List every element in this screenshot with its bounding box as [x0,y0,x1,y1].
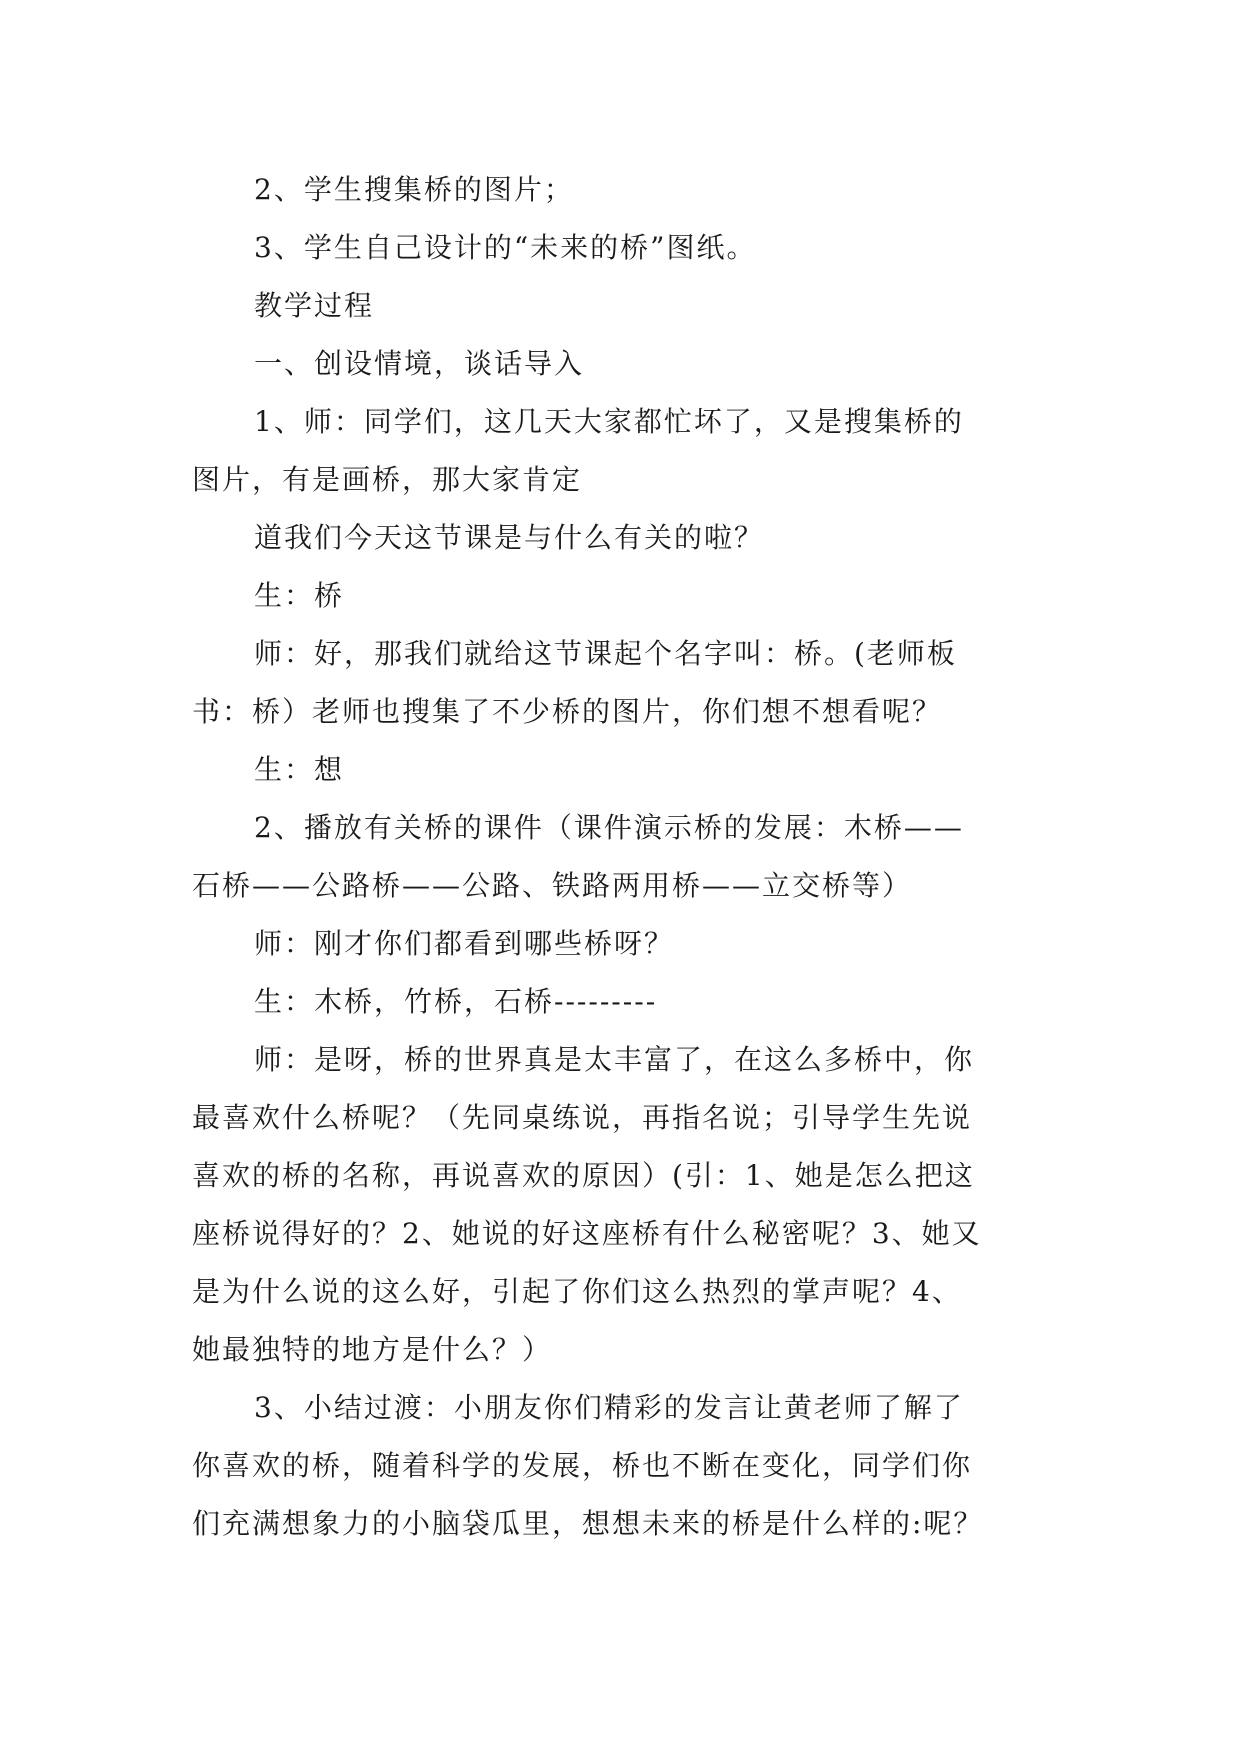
text-line: 座桥说得好的？2、她说的好这座桥有什么秘密呢？3、她又 [192,1217,982,1250]
text-line: 最喜欢什么桥呢？（先同桌练说，再指名说；引导学生先说 [192,1101,973,1134]
text-line: 师：刚才你们都看到哪些桥呀？ [254,927,675,960]
text-line: 3、学生自己设计的“未来的桥”图纸。 [254,231,757,264]
text-line: 2、学生搜集桥的图片； [254,173,574,206]
text-line: 石桥——公路桥——公路、铁路两用桥——立交桥等） [192,869,913,902]
text-line: 书：桥）老师也搜集了不少桥的图片，你们想不想看呢？ [192,695,943,728]
text-line: 是为什么说的这么好，引起了你们这么热烈的掌声呢？4、 [192,1275,962,1308]
text-line: 生：桥 [254,579,345,612]
text-line: 3、小结过渡：小朋友你们精彩的发言让黄老师了解了 [254,1391,964,1424]
text-line: 生：想 [254,753,345,786]
text-line: 她最独特的地方是什么？） [192,1333,553,1366]
text-line: 1、师：同学们，这几天大家都忙坏了，又是搜集桥的 [254,405,964,438]
text-line: 2、播放有关桥的课件（课件演示桥的发展：木桥—— [254,811,964,844]
section-heading: 一、创设情境，谈话导入 [254,347,585,380]
text-line: 师：是呀，桥的世界真是太丰富了，在这么多桥中，你 [254,1043,975,1076]
text-line: 你喜欢的桥，随着科学的发展，桥也不断在变化，同学们你 [192,1449,973,1482]
text-line: 图片，有是画桥，那大家肯定 [192,463,583,496]
section-heading: 教学过程 [254,289,375,322]
text-line: 生：木桥，竹桥，石桥--------- [254,985,658,1018]
text-line: 道我们今天这节课是与什么有关的啦？ [254,521,765,554]
document-body [192,161,1052,1553]
text-line: 师：好，那我们就给这节课起个名字叫：桥。(老师板 [254,637,957,670]
text-line: 们充满想象力的小脑袋瓜里，想想未来的桥是什么样的:呢？ [192,1507,984,1540]
text-line: 喜欢的桥的名称，再说喜欢的原因）(引：1、她是怎么把这 [192,1159,975,1192]
